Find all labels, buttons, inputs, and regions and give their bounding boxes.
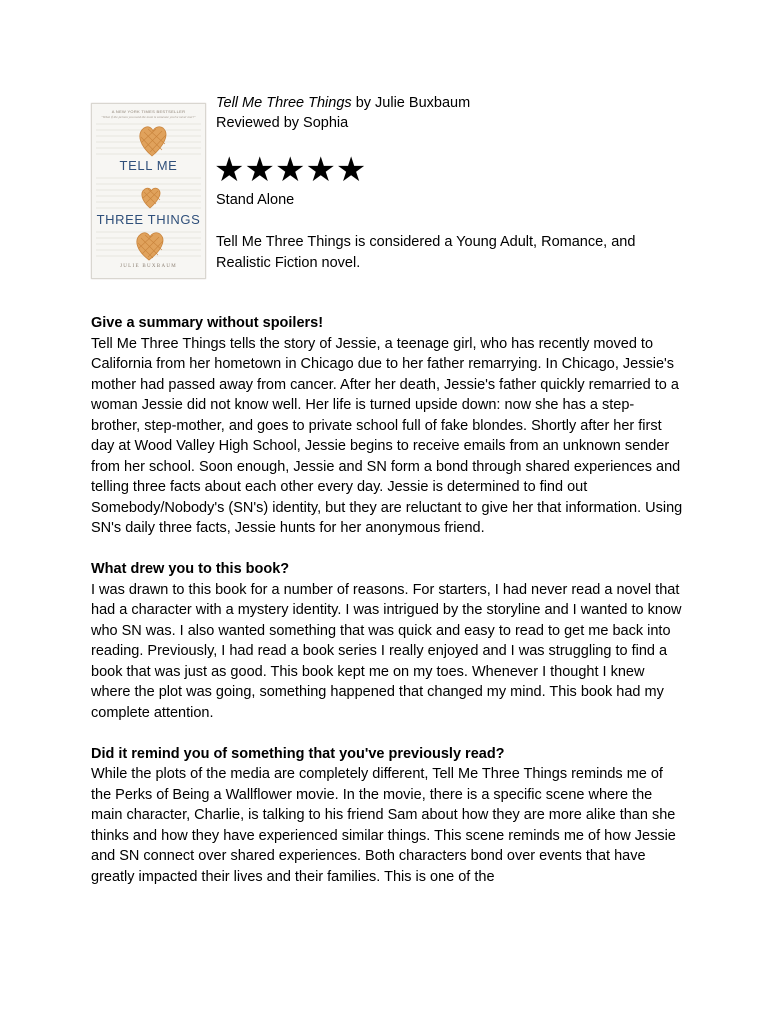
section-heading: Did it remind you of something that you've previously read? (91, 745, 505, 762)
waffle-heart-icon (142, 188, 160, 208)
cover-author: JULIE BUXBAUM (119, 264, 178, 269)
book-author: by Julie Buxbaum (351, 95, 471, 111)
star-rating: ★★★★★ (214, 150, 367, 190)
cover-title-line-2: THREE THINGS (96, 212, 201, 227)
review-section-drew-you (91, 559, 683, 723)
title-line (216, 93, 686, 113)
book-cover-image (91, 103, 206, 279)
section-text: Tell Me Three Things tells the story of Jessie, a teenage girl, who has recently moved to California from her hometown in Chicago due to her father remarrying. In Chicago, Jessie's mother had passed away from cancer. After her death, Jessie's father quickly remarried to a woman Jessie did not know well. Her life is turned upside down: now she has a step-brother, step-mother, and goes to private school full of fake blondes. Shortly after her first day at Wood Valley High School, Jessie begins to receive emails from an unknown sender from her school. Soon enough, Jessie and SN form a bond through shared experiences and telling three facts about each other every day. Jessie is determined to find out Somebody/Nobody's (SN's) identity, but they are reluctant to give her that information. Using SN's daily three facts, Jessie hunts for her anonymous friend. (91, 335, 683, 536)
cover-quote: "What if the person you need the most is someone you've never met?" (101, 115, 196, 119)
reviewer: Reviewed by Sophia (216, 115, 349, 131)
section-text: While the plots of the media are completely different, Tell Me Three Things reminds me of the Perks of Being a Wallflower movie. In the movie, there is a specific scene where the main character, Charlie, is talking to his friend Sam about how they are more alike than she thinks and how they have experienced similar things. This scene reminds me of how Jessie and SN connect over shared experiences. Both characters bond over events that have greatly impacted their lives and their families. This is one of the (91, 766, 676, 885)
cover-tagline: A NEW YORK TIMES BESTSELLER (111, 109, 186, 114)
review-section-summary (91, 313, 683, 539)
section-text: I was drawn to this book for a number of reasons. For starters, I had never read a novel that had a character with a mystery identity. I was intrigued by the storyline and I wanted to know who SN was. I also wanted something that was quick and easy to read to get me back into reading. Previously, I had read a book series I really enjoyed and I was struggling to find a book that was just as good. This book kept me on my toes. Whenever I thought I knew where the plot was going, something happened that changed my mind. This book had my complete attention. (91, 581, 682, 721)
series-type: Stand Alone (216, 192, 295, 208)
cover-artwork (92, 104, 205, 278)
cover-title-line-1: TELL ME (119, 158, 178, 173)
review-section-reminded-of (91, 744, 683, 888)
book-title: Tell Me Three Things (216, 95, 352, 111)
book-meta (216, 93, 686, 133)
section-heading: Give a summary without spoilers! (91, 315, 324, 331)
review-body (91, 313, 683, 908)
waffle-heart-icon (140, 127, 166, 156)
section-heading: What drew you to this book? (91, 561, 290, 577)
genre-description: Tell Me Three Things is considered a Young Adult, Romance, and Realistic Fiction novel. (216, 234, 636, 271)
